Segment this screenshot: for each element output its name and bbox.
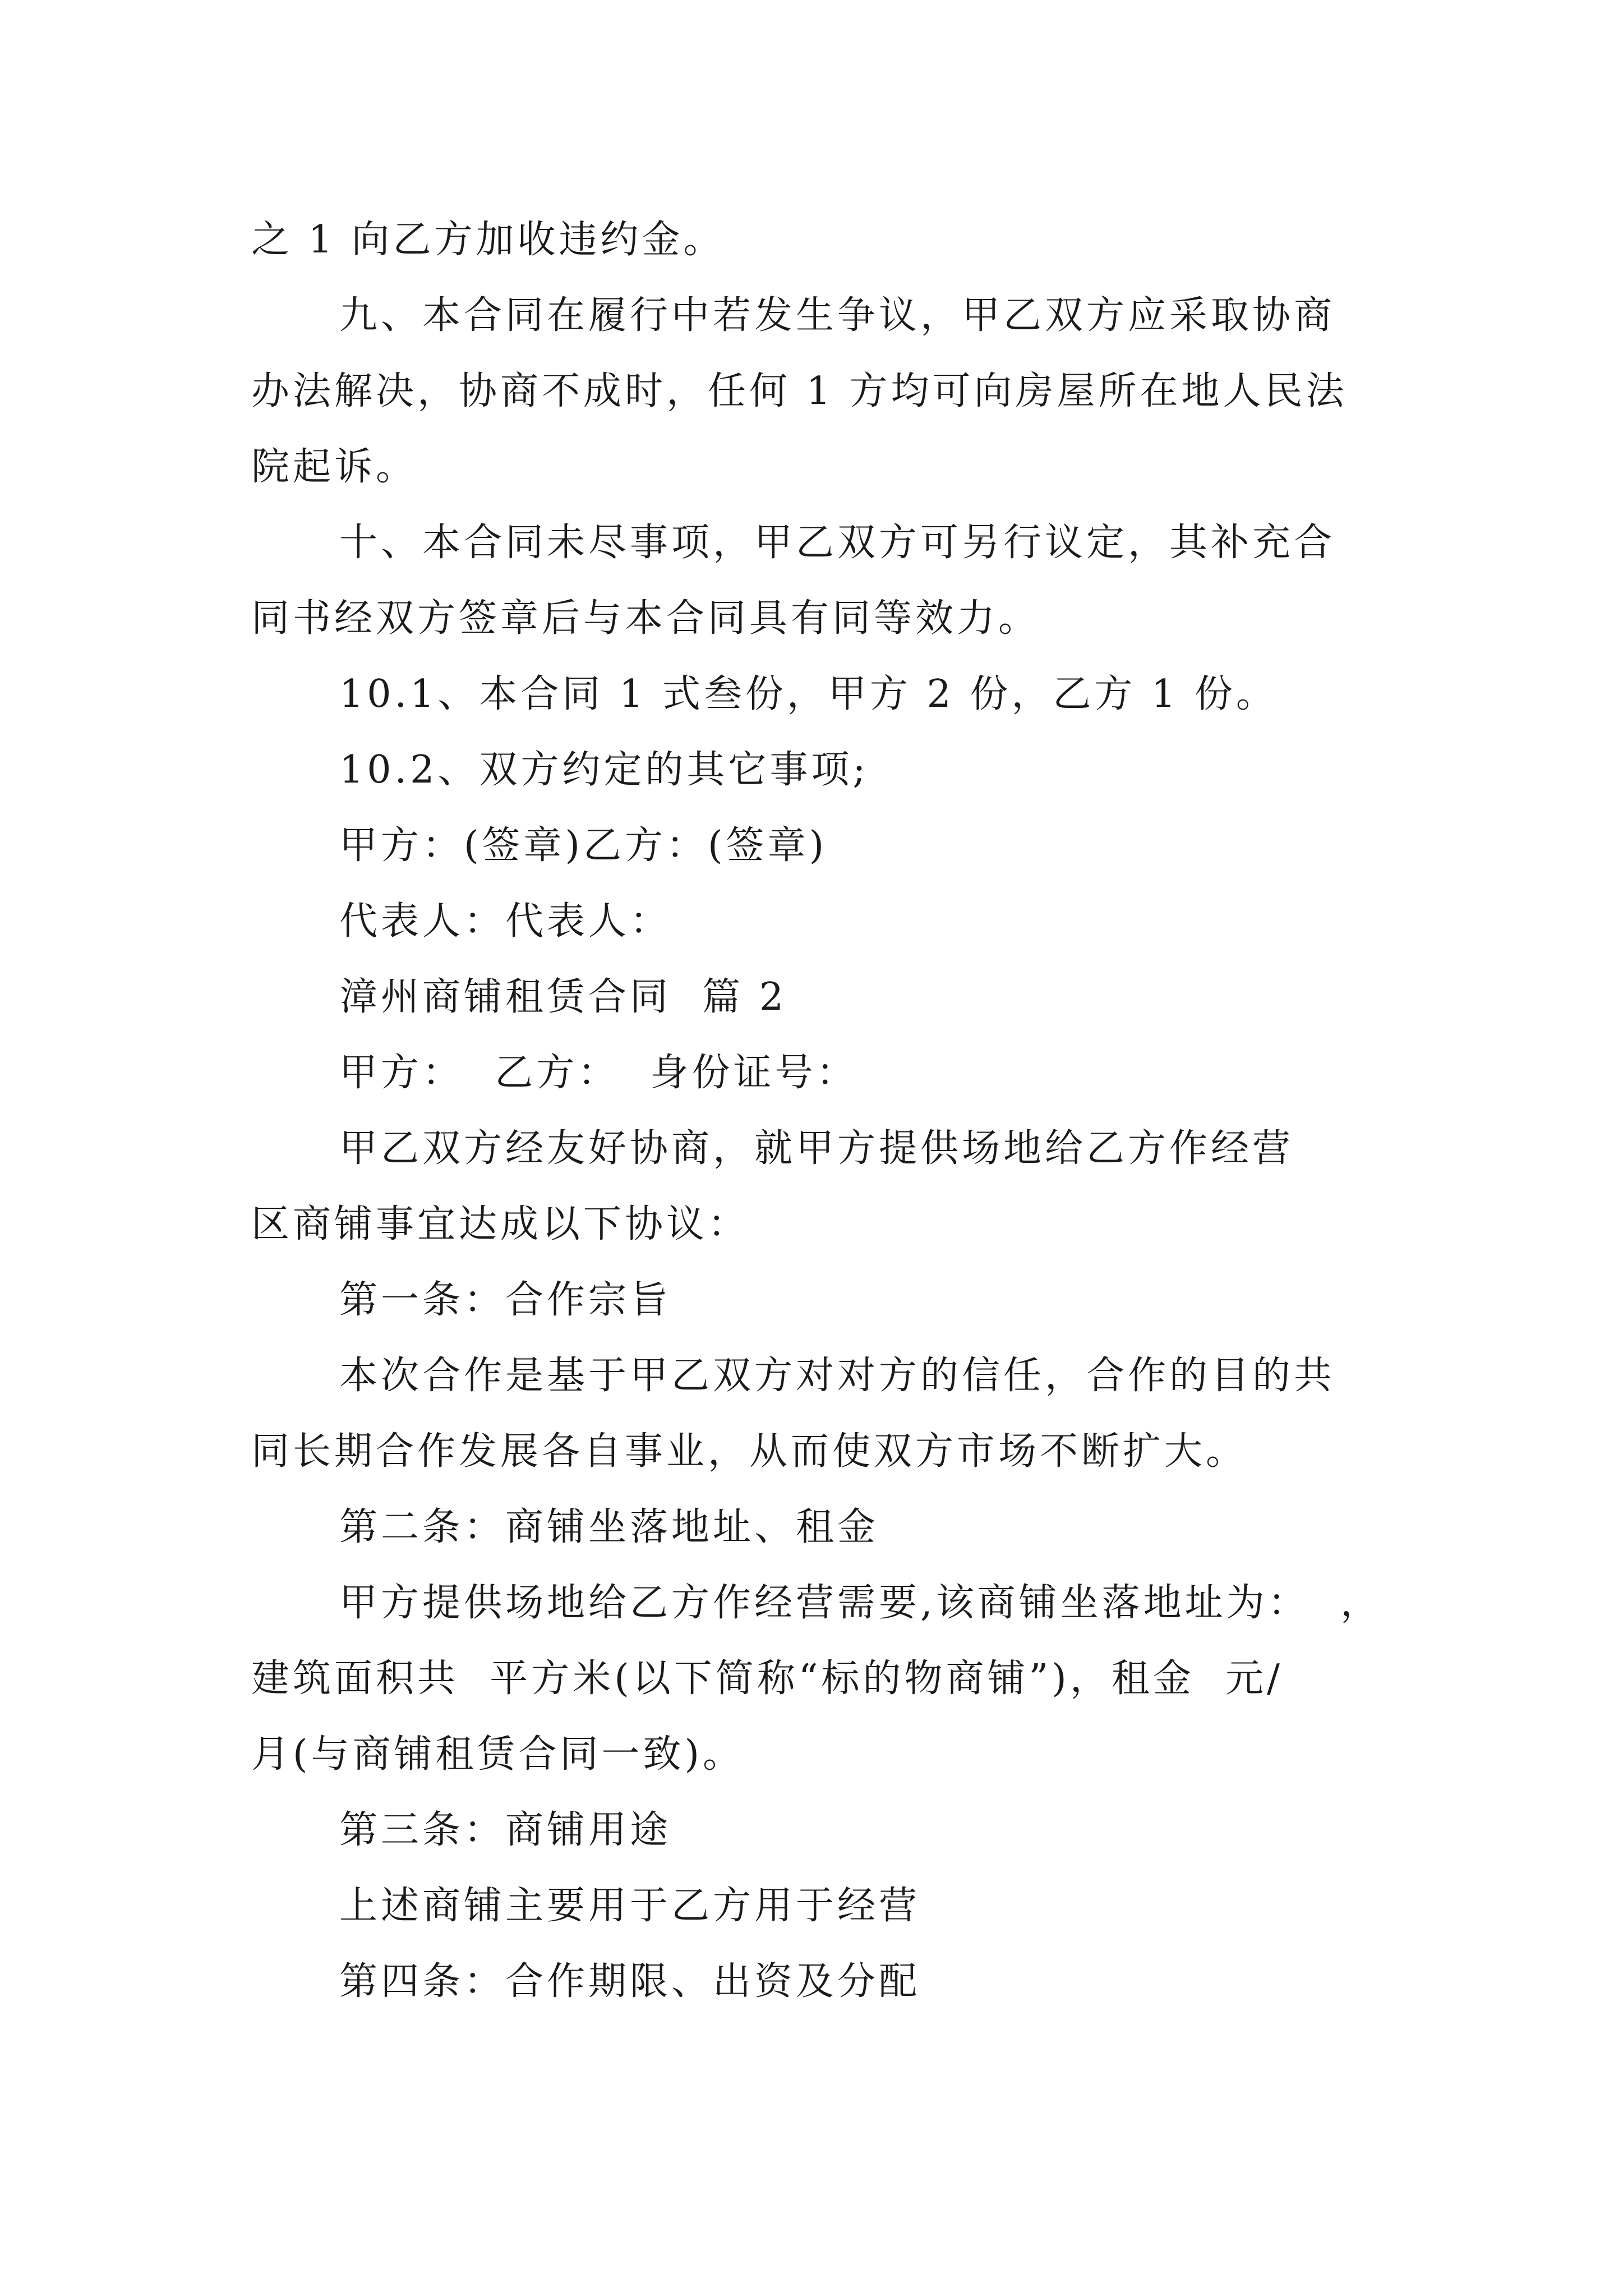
article-one-line-2: 同长期合作发展各自事业，从而使双方市场不断扩大。 — [251, 1429, 1248, 1474]
article-three-heading: 第三条：商铺用途 — [339, 1808, 672, 1852]
clause-10-1: 10.1、本合同 1 式叁份，甲方 2 份，乙方 1 份。 — [339, 672, 1278, 716]
clause-10-2: 10.2、双方约定的其它事项; — [339, 748, 869, 792]
article-two-line-3: 月(与商铺租赁合同一致)。 — [251, 1732, 745, 1777]
article-three-line-1: 上述商铺主要用于乙方用于经营 — [339, 1884, 921, 1928]
intro-line-1: 甲乙双方经友好协商，就甲方提供场地给乙方作经营 — [339, 1126, 1294, 1171]
clause-ten-line-2: 同书经双方签章后与本合同具有同等效力。 — [251, 596, 1040, 641]
article-two-line-1: 甲方提供场地给乙方作经营需要,该商铺坐落地址为： ， — [339, 1581, 1382, 1625]
clause-nine-line-2: 办法解决，协商不成时，任何 1 方均可向房屋所在地人民法 — [251, 369, 1348, 413]
representative-line: 代表人：代表人： — [339, 899, 672, 944]
article-one-heading: 第一条：合作宗旨 — [339, 1278, 672, 1322]
article-two-line-2: 建筑面积共 平方米(以下简称“标的物商铺”)，租金 元/ — [251, 1657, 1283, 1701]
article-one-line-1: 本次合作是基于甲乙双方对对方的信任，合作的目的共 — [339, 1354, 1336, 1398]
clause-ten-line-1: 十、本合同未尽事项，甲乙双方可另行议定，其补充合 — [339, 521, 1336, 565]
parties-line: 甲方： 乙方： 身份证号： — [339, 1051, 858, 1095]
clause-nine-line-3: 院起诉。 — [251, 445, 418, 489]
signature-line: 甲方：(签章)乙方：(签章) — [339, 823, 828, 868]
article-two-heading: 第二条：商铺坐落地址、租金 — [339, 1505, 879, 1549]
article-four-heading: 第四条：合作期限、出资及分配 — [339, 1959, 921, 2004]
intro-line-2: 区商铺事宜达成以下协议： — [251, 1202, 750, 1246]
text-line: 之 1 向乙方加收违约金。 — [251, 218, 725, 262]
section-title: 漳州商铺租赁合同 篇 2 — [339, 975, 787, 1019]
clause-nine-line-1: 九、本合同在履行中若发生争议，甲乙双方应采取协商 — [339, 293, 1336, 338]
